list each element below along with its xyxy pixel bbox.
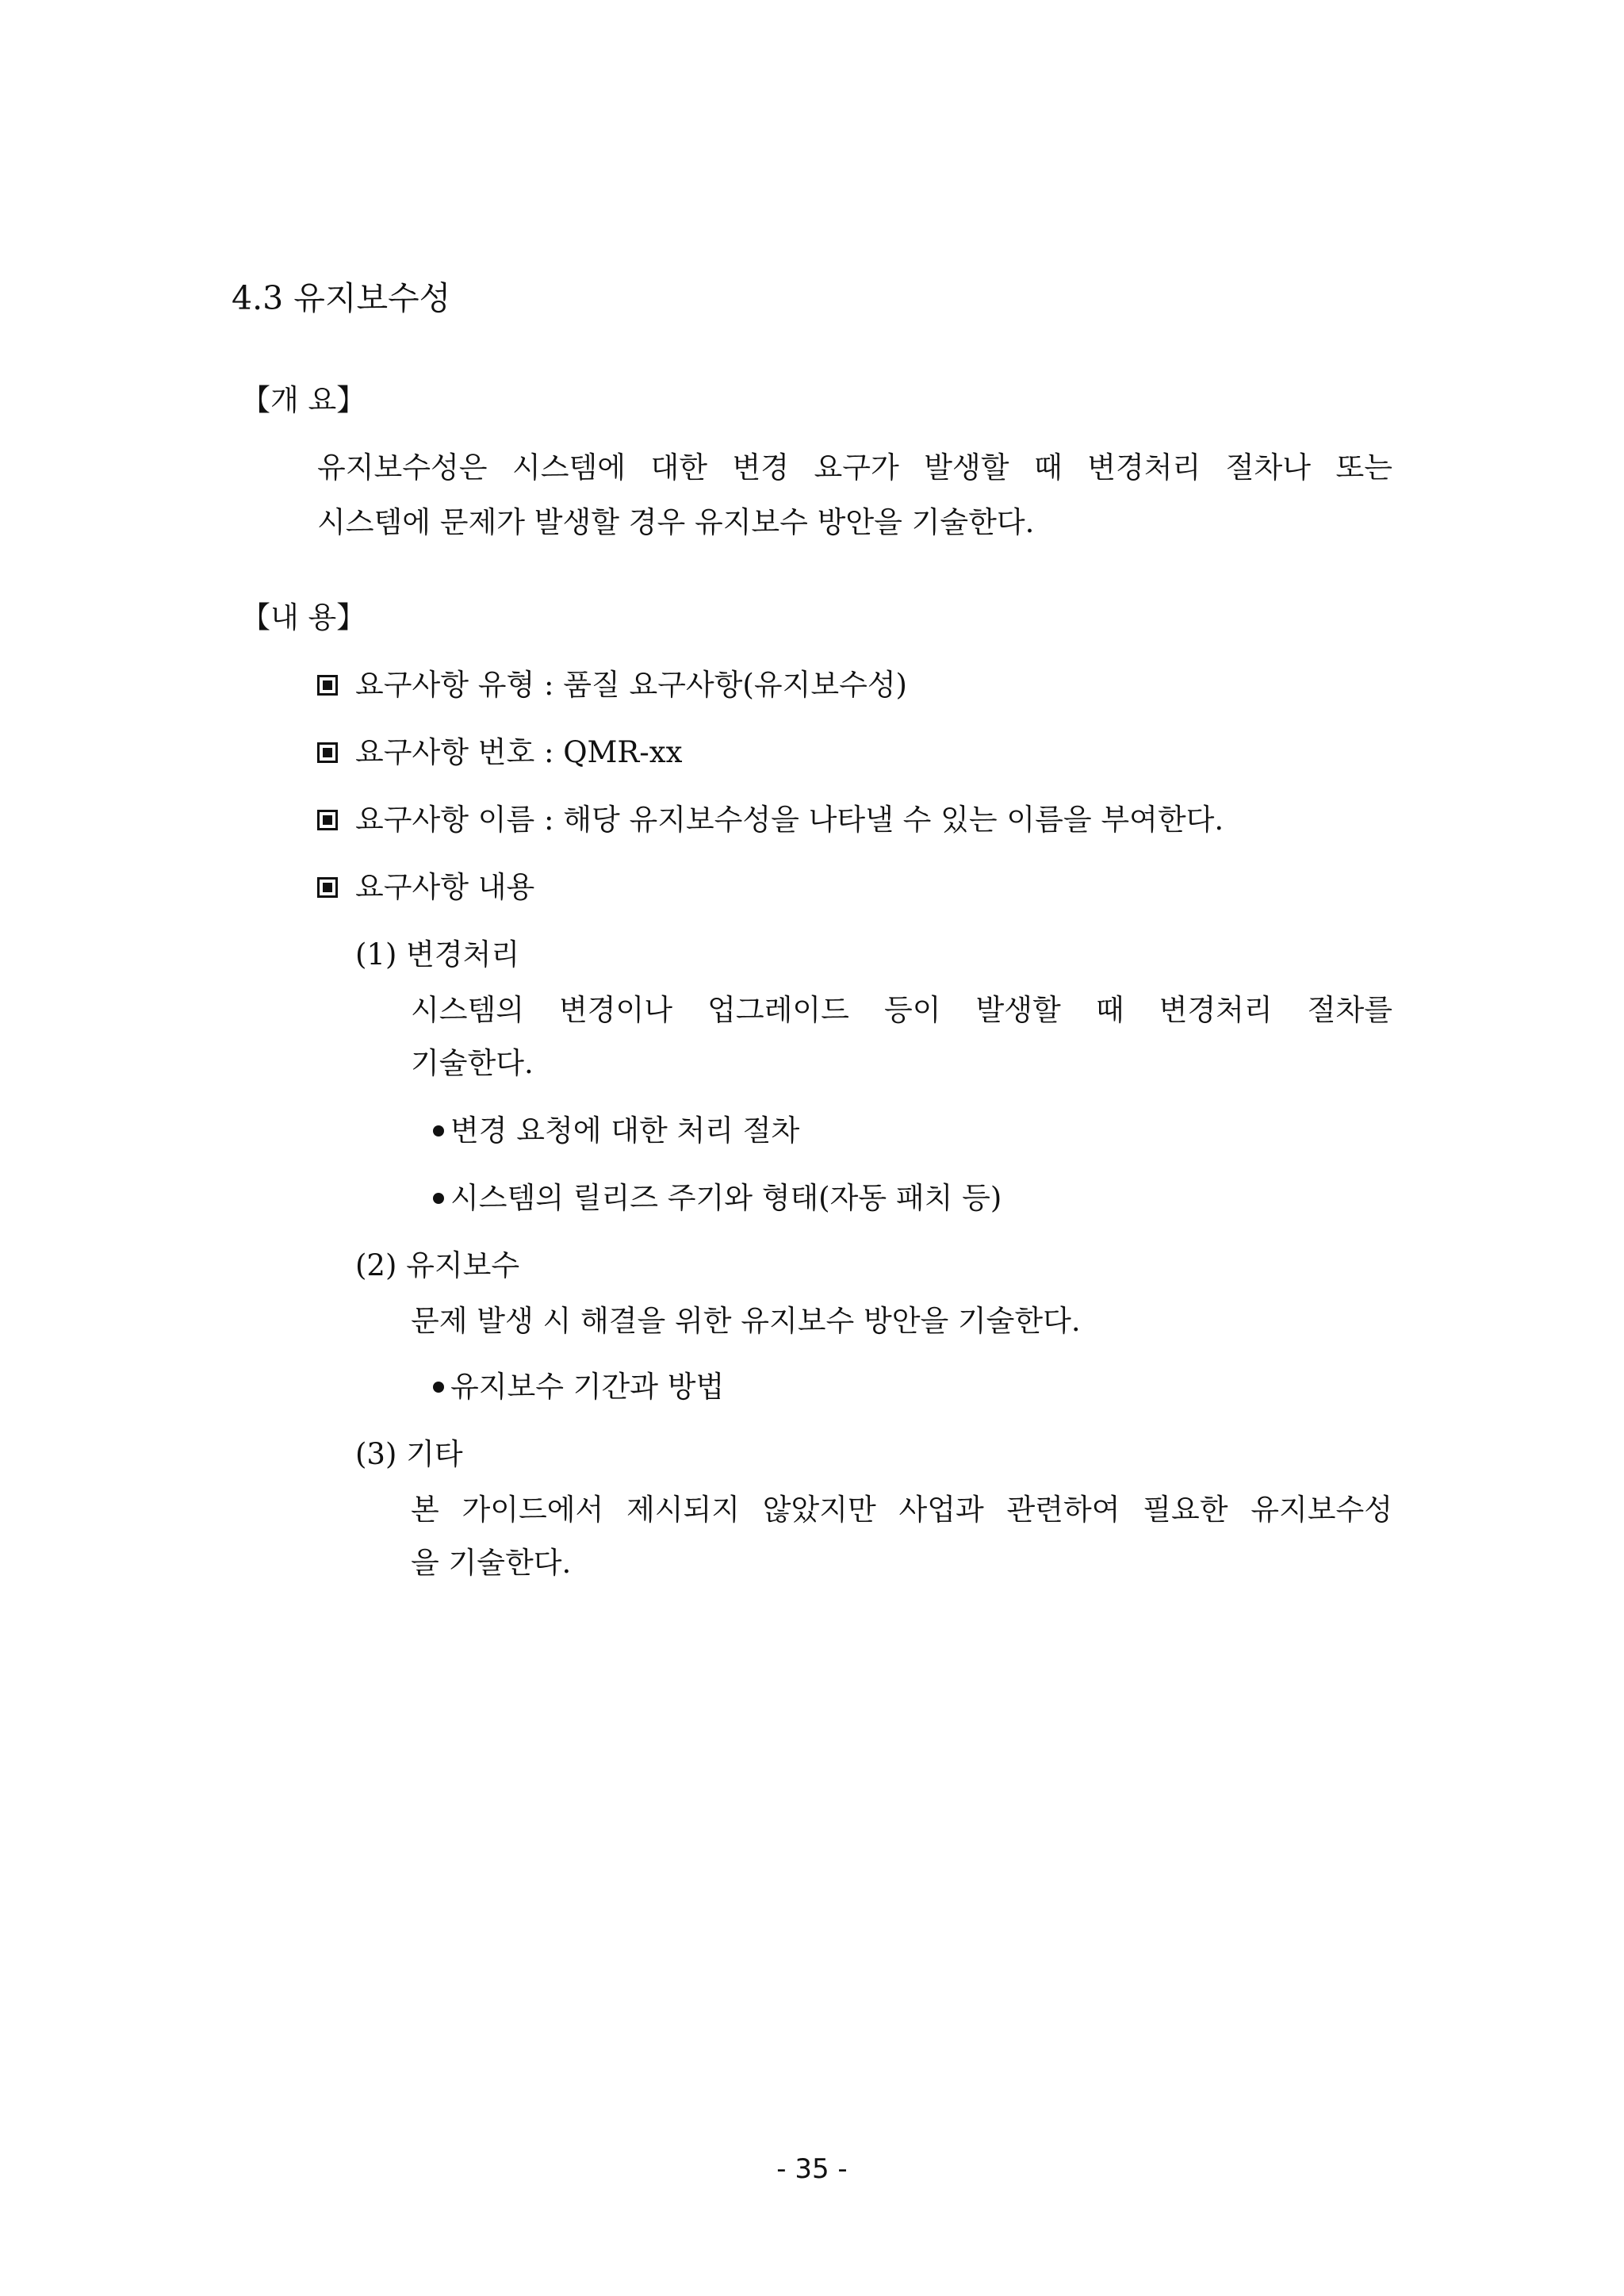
subsection-other-line-1: 본 가이드에서 제시되지 않았지만 사업과 관련하여 필요한 유지보수성: [411, 1493, 1392, 1527]
list-item: 시스템의 릴리즈 주기와 형태(자동 패치 등): [433, 1183, 1002, 1213]
subsection-other-line-2: 을 기술한다.: [411, 1546, 572, 1580]
filled-square-bullet-icon: [317, 810, 338, 830]
overview-label: 【개 요】: [241, 383, 366, 417]
subsection-heading-other: (3) 기타: [355, 1437, 463, 1471]
list-item: 유지보수 기간과 방법: [433, 1372, 724, 1401]
requirement-name-item: [317, 803, 1224, 837]
requirement-type-item: [317, 670, 907, 700]
bullet-dot-icon: [433, 1193, 444, 1204]
page-number: - 35 -: [776, 2153, 848, 2185]
requirement-content-item: [317, 872, 534, 902]
filled-square-bullet-icon: [317, 877, 338, 898]
content-label: 【내 용】: [241, 600, 366, 634]
subsection-heading-change: (1) 변경처리: [355, 937, 520, 972]
list-item: 변경 요청에 대한 처리 절차: [433, 1116, 799, 1145]
requirement-content-text: 요구사항 내용: [355, 870, 535, 904]
requirement-number-text: 요구사항 번호 : QMR-xx: [355, 735, 683, 769]
overview-line-2: 시스템에 문제가 발생할 경우 유지보수 방안을 기술한다.: [317, 505, 1035, 539]
subsection-change-line-2: 기술한다.: [411, 1046, 534, 1080]
bullet-dot-icon: [433, 1382, 444, 1393]
subsection-maintenance-line-1: 문제 발생 시 해결을 위한 유지보수 방안을 기술한다.: [411, 1304, 1081, 1338]
filled-square-bullet-icon: [317, 675, 338, 696]
requirement-name-text: 요구사항 이름 : 해당 유지보수성을 나타낼 수 있는 이름을 부여한다.: [355, 803, 1224, 837]
overview-line-1: 유지보수성은 시스템에 대한 변경 요구가 발생할 때 변경처리 절차나 또는: [317, 450, 1392, 485]
subsection-change-line-1: 시스템의 변경이나 업그레이드 등이 발생할 때 변경처리 절차를: [411, 993, 1392, 1027]
section-title: 4.3 유지보수성: [232, 279, 451, 317]
filled-square-bullet-icon: [317, 742, 338, 763]
subsection-heading-maintenance: (2) 유지보수: [355, 1248, 520, 1282]
requirement-number-item: [317, 735, 683, 769]
requirement-type-text: 요구사항 유형 : 품질 요구사항(유지보수성): [355, 668, 907, 702]
bullet-dot-icon: [433, 1125, 444, 1137]
